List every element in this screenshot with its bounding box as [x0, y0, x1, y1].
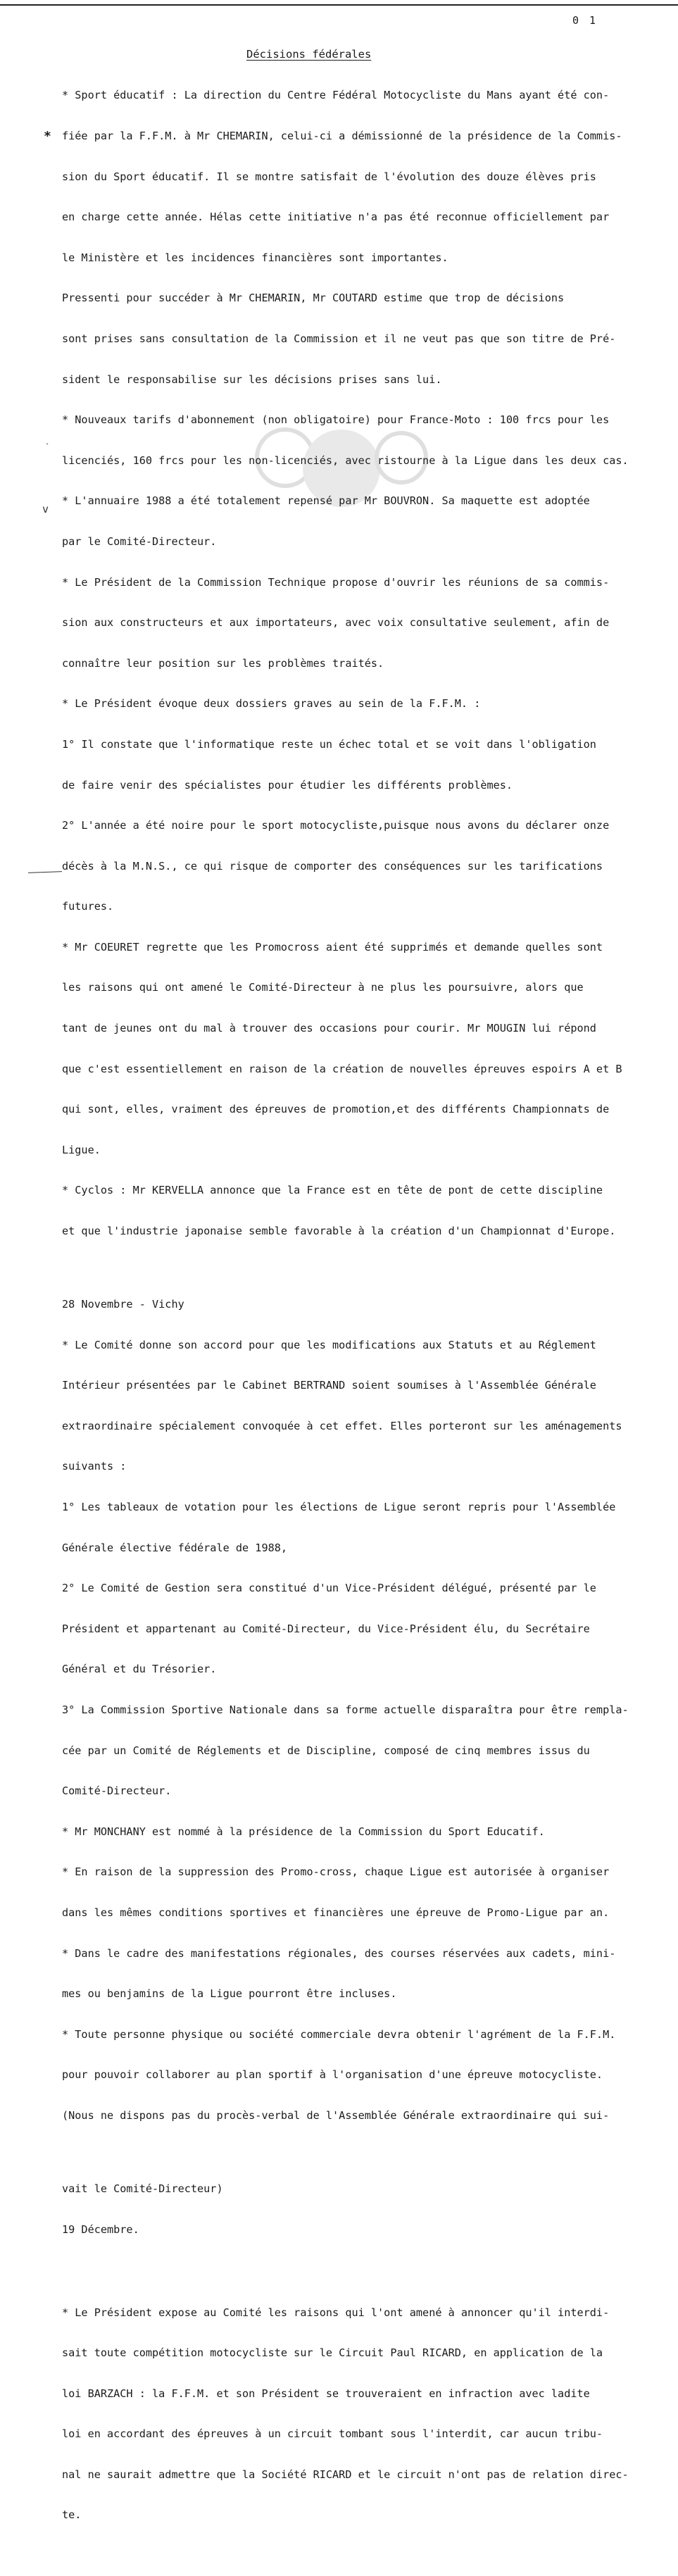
text-line: sion du Sport éducatif. Il se montre satisfait de l'évolution des douze élèves pris [62, 170, 596, 183]
text-line: * Le Président évoque deux dossiers graves au sein de la F.F.M. : [62, 697, 481, 711]
text-line: * Cyclos : Mr KERVELLA annonce que la France est en tête de pont de cette discipline [62, 1184, 603, 1197]
paragraph-gap [62, 2150, 660, 2156]
page-title: Décisions fédérales [246, 48, 372, 61]
section-heading: * Le Président expose au Comité les raisons qui l'ont amené à annoncer qu'il interdi- [62, 2306, 610, 2319]
text-line: sait toute compétition motocycliste sur le Circuit Paul RICARD, en application de la [62, 2346, 603, 2360]
top-rule [0, 4, 678, 6]
text-line: loi en accordant des épreuves à un circuit tombant sous l'interdit, car aucun tribu- [62, 2427, 603, 2441]
margin-star-mark: * [44, 129, 51, 144]
text-line: futures. [62, 900, 114, 913]
text-line: nal ne saurait admettre que la Société RICARD et le circuit n'ont pas de relation direc- [62, 2468, 629, 2481]
margin-tick-mark: ` [45, 442, 51, 452]
document-body [62, 62, 660, 2576]
text-line: Intérieur présentées par le Cabinet BERTRAND soient soumises à l'Assemblée Générale [62, 1379, 596, 1392]
text-line: * Dans le cadre des manifestations régionales, des courses réservées aux cadets, mini- [62, 1946, 616, 1960]
text-line: par le Comité-Directeur. [62, 534, 217, 548]
text-line: 3° La Commission Sportive Nationale dans sa forme actuelle disparaîtra pour être rempla- [62, 1703, 629, 1716]
text-line [62, 2549, 660, 2563]
text-line: licenciés, 160 frcs pour les non-licenciés, avec ristourne à la Ligue dans les deux cas. [62, 454, 629, 467]
text-line: 19 Décembre. [62, 2222, 139, 2236]
text-line: 2° L'année a été noire pour le sport motocycliste,puisque nous avons du déclarer onze [62, 819, 610, 832]
text-line: vait le Comité-Directeur) [62, 2182, 223, 2195]
text-line: suivants : [62, 1460, 127, 1473]
text-line: que c'est essentiellement en raison de la création de nouvelles épreuves espoirs A et B [62, 1062, 622, 1075]
text-line: te. [62, 2508, 82, 2522]
text-line: Général et du Trésorier. [62, 1663, 217, 1676]
text-line: de faire venir des spécialistes pour étudier les différents problèmes. [62, 778, 513, 792]
text-line: qui sont, elles, vraiment des épreuves de promotion,et des différents Championnats de [62, 1103, 610, 1116]
text-line: tant de jeunes ont du mal à trouver des occasions pour courir. Mr MOUGIN lui répond [62, 1022, 596, 1035]
text-line: (Nous ne dispons pas du procès-verbal de l'Assemblée Générale extraordinaire qui sui- [62, 2108, 610, 2122]
text-line: le Ministère et les incidences financières sont importantes. [62, 251, 448, 264]
text-line: les raisons qui ont amené le Comité-Directeur à ne plus les poursuivre, alors que [62, 981, 584, 994]
section-heading: 28 Novembre - Vichy [62, 1298, 184, 1311]
text-line: loi BARZACH : la F.F.M. et son Président se trouveraient en infraction avec ladite [62, 2387, 590, 2400]
text-line: connaître leur position sur les problèmes traités. [62, 656, 384, 670]
margin-dash-mark [28, 871, 62, 873]
text-line: Générale élective fédérale de 1988, [62, 1541, 288, 1554]
text-line: Pressenti pour succéder à Mr CHEMARIN, Mr COUTARD estime que trop de décisions [62, 292, 565, 305]
text-line: * Toute personne physique ou société commerciale devra obtenir l'agrément de la F.F.M. [62, 2027, 616, 2041]
text-line: * En raison de la suppression des Promo-cross, chaque Ligue est autorisée à organiser [62, 1865, 610, 1879]
text-line: 1° Il constate que l'informatique reste un échec total et se voit dans l'obligation [62, 737, 596, 751]
text-line: cée par un Comité de Réglements et de Discipline, composé de cinq membres issus du [62, 1744, 590, 1757]
text-line: sion aux constructeurs et aux importateurs, avec voix consultative seulement, afin de [62, 616, 610, 630]
text-line: fiée par la F.F.M. à Mr CHEMARIN, celui-ci a démissionné de la présidence de la Commis- [62, 130, 622, 142]
margin-check-mark: v [42, 503, 49, 515]
text-line: sont prises sans consultation de la Commission et il ne veut pas que son titre de Pré- [62, 332, 616, 345]
text-line: pour pouvoir collaborer au plan sportif à l'organisation d'une épreuve motocycliste. [62, 2068, 603, 2082]
text-line: mes ou benjamins de la Ligue pourront être incluses. [62, 1987, 397, 2001]
text-line: * Mr COEURET regrette que les Promocross aient été supprimés et demande quelles sont [62, 940, 603, 954]
text-line: décès à la M.N.S., ce qui risque de comporter des conséquences sur les tarifications [62, 859, 603, 873]
text-line: Président et appartenant au Comité-Directeur, du Vice-Président élu, du Secrétaire [62, 1622, 590, 1635]
text-line: et que l'industrie japonaise semble favorable à la création d'un Championnat d'Europe. [62, 1225, 616, 1238]
text-line: dans les mêmes conditions sportives et financières une épreuve de Promo-Ligue par an. [62, 1906, 610, 1919]
text-line: en charge cette année. Hélas cette initiative n'a pas été reconnue officiellement par [62, 211, 610, 224]
text-line: * Mr MONCHANY est nommé à la présidence de la Commission du Sport Educatif. [62, 1825, 545, 1838]
text-line: sident le responsabilise sur les décisions prises sans lui. [62, 373, 442, 386]
text-line: * Le Président de la Commission Technique propose d'ouvrir les réunions de sa commis- [62, 575, 610, 589]
text-line: 1° Les tableaux de votation pour les élections de Ligue seront repris pour l'Assemblée [62, 1501, 616, 1513]
text-line: Comité-Directeur. [62, 1784, 172, 1798]
text-line: extraordinaire spécialement convoquée à cet effet. Elles porteront sur les aménagements [62, 1419, 622, 1432]
page-number: 0 1 [572, 14, 598, 27]
text-line: * Sport éducatif : La direction du Centre Fédéral Motocycliste du Mans ayant été con- [62, 89, 610, 102]
text-line: 2° Le Comité de Gestion sera constitué d'un Vice-Président délégué, présenté par le [62, 1582, 596, 1595]
text-line: Ligue. [62, 1143, 101, 1156]
paragraph-gap [62, 2263, 660, 2279]
text-line: * Nouveaux tarifs d'abonnement (non obligatoire) pour France-Moto : 100 frcs pour les [62, 413, 610, 427]
paragraph-gap [62, 1265, 660, 1271]
text-line: * L'annuaire 1988 a été totalement repensé par Mr BOUVRON. Sa maquette est adoptée [62, 494, 590, 508]
text-line: * Le Comité donne son accord pour que les modifications aux Statuts et au Réglement [62, 1338, 596, 1351]
